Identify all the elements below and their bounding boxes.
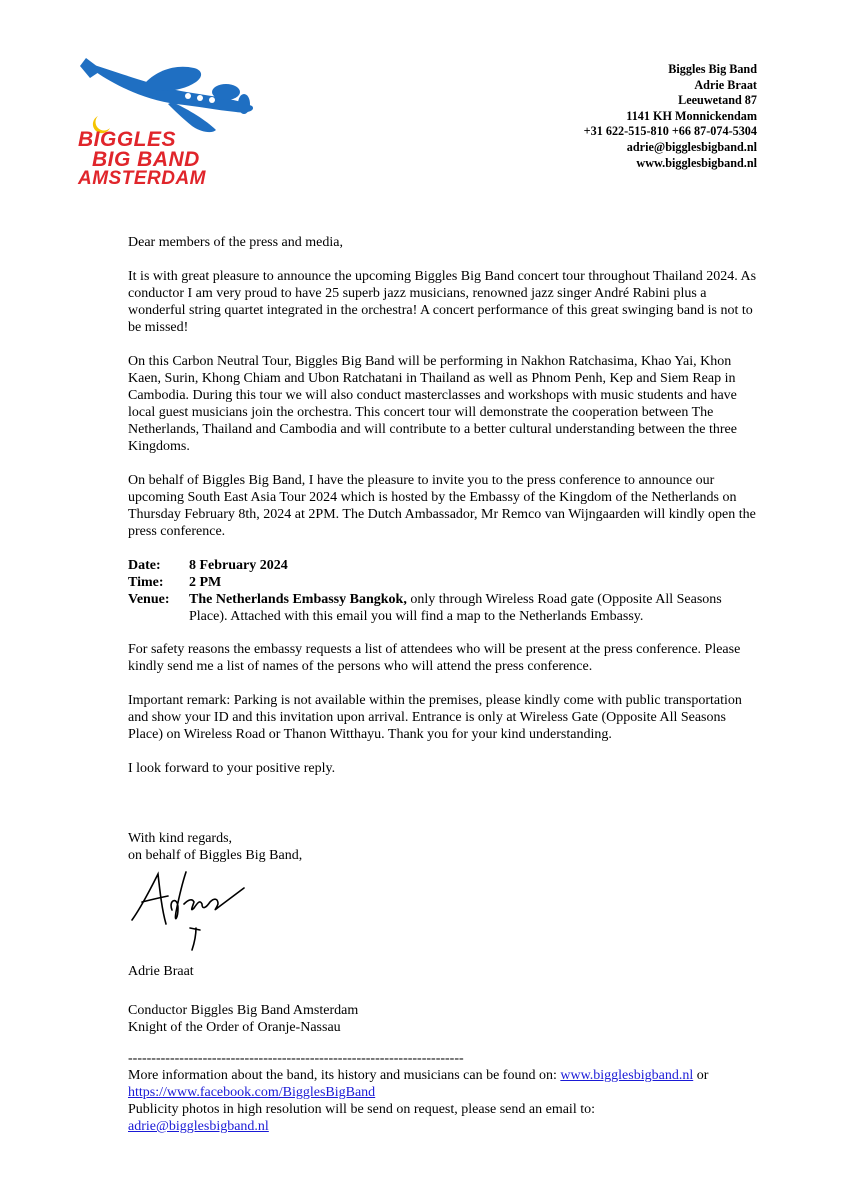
closing-on-behalf: on behalf of Biggles Big Band, bbox=[128, 848, 303, 863]
footer-info-text: More information about the band, its history and musicians can be found on: bbox=[128, 1068, 561, 1083]
time-value: 2 PM bbox=[189, 575, 222, 590]
footer-info-line bbox=[128, 1067, 768, 1084]
footer-divider: ------------------------------------------------------------------------ bbox=[128, 1051, 464, 1066]
logo-text-big-band: BIG BAND bbox=[92, 148, 200, 171]
footer bbox=[128, 1050, 768, 1135]
time-label: Time: bbox=[128, 575, 164, 590]
event-details bbox=[128, 557, 758, 625]
address-line: 1141 KH Monnickendam bbox=[626, 108, 757, 123]
address-line: Leeuwetand 87 bbox=[678, 93, 757, 108]
paragraph-announcement: It is with great pleasure to announce the upcoming Biggles Big Band concert tour throughout Thailand 2024. As conductor I am very proud to have 25 superb jazz musicians, renowned jazz singer André Rabini plus a wonderful string quartet integrated in the orchestra! A concert performance of this great swinging band is not to be missed! bbox=[128, 269, 757, 335]
venue-details: only through Wireless Road gate (Opposite All Seasons Place). Attached with this email you will find a map to the Netherlands Embassy. bbox=[189, 592, 722, 624]
website-link[interactable]: www.bigglesbigband.nl bbox=[560, 1068, 694, 1083]
footer-or-text: or bbox=[693, 1068, 709, 1083]
sender-address bbox=[584, 62, 757, 171]
address-website: www.bigglesbigband.nl bbox=[636, 155, 757, 170]
detail-row-venue bbox=[128, 591, 758, 625]
paragraph-invitation: On behalf of Biggles Big Band, I have the pleasure to invite you to the press conference to announce our upcoming South East Asia Tour 2024 which is hosted by the Embassy of the Kingdom of the Netherlands on Thursday February 8th, 2024 at 2PM. The Dutch Ambassador, Mr Remco van Wijngaarden will kindly open the press conference. bbox=[128, 473, 756, 539]
footer-photos-text: Publicity photos in high resolution will be send on request, please send an email to: bbox=[128, 1102, 595, 1117]
paragraph-reply: I look forward to your positive reply. bbox=[128, 761, 336, 776]
address-phone: +31 622-515-810 +66 87-074-5304 bbox=[583, 124, 757, 139]
address-line: Adrie Braat bbox=[694, 77, 757, 92]
biggles-big-band-logo bbox=[76, 56, 266, 188]
facebook-link[interactable]: https://www.facebook.com/BigglesBigBand bbox=[128, 1085, 376, 1100]
letter-body bbox=[128, 234, 758, 794]
airplane-icon bbox=[76, 56, 266, 136]
closing bbox=[128, 830, 302, 864]
salutation: Dear members of the press and media, bbox=[128, 235, 343, 250]
closing-regards: With kind regards, bbox=[128, 831, 233, 846]
email-link[interactable]: adrie@bigglesbigband.nl bbox=[128, 1119, 269, 1134]
logo-text-amsterdam: AMSTERDAM bbox=[78, 168, 206, 189]
detail-row-time bbox=[128, 574, 758, 591]
venue-label: Venue: bbox=[128, 592, 170, 607]
logo-text-biggles: BIGGLES bbox=[78, 128, 177, 151]
date-label: Date: bbox=[128, 558, 161, 573]
handwritten-signature bbox=[128, 862, 248, 952]
detail-row-date bbox=[128, 557, 758, 574]
venue-name: The Netherlands Embassy Bangkok, bbox=[189, 592, 407, 607]
address-line: Biggles Big Band bbox=[668, 62, 757, 76]
signer-title bbox=[128, 1002, 358, 1036]
signer-title-line: Knight of the Order of Oranje-Nassau bbox=[128, 1020, 341, 1035]
paragraph-safety: For safety reasons the embassy requests a list of attendees who will be present at the press conference. Please kindly send me a list of names of the persons who will attend the press conference. bbox=[128, 642, 741, 674]
paragraph-tour: On this Carbon Neutral Tour, Biggles Big Band will be performing in Nakhon Ratchasima, Khao Yai, Khon Kaen, Surin, Khong Chiam and Ubon Ratchatani in Thailand as well as Phnom Penh, Kep and Siem Reap in Cambodia. During this tour we will also conduct masterclasses and workshops with music students and have local guest musicians join the orchestra. This concert tour will demonstrate the cooperation between The Netherlands, Thailand and Cambodia and will contribute to a better cultural understanding between the three Kingdoms. bbox=[128, 354, 737, 454]
address-email: adrie@bigglesbigband.nl bbox=[626, 139, 757, 154]
date-value: 8 February 2024 bbox=[189, 558, 288, 573]
signer-name: Adrie Braat bbox=[128, 964, 194, 979]
signer-title-line: Conductor Biggles Big Band Amsterdam bbox=[128, 1003, 359, 1018]
paragraph-remark: Important remark: Parking is not available within the premises, please kindly come with public transportation and show your ID and this invitation upon arrival. Entrance is only at Wireless Gate (Opposite All Seasons Place) on Wireless Road or Thanon Witthayu. Thank you for your kind understanding. bbox=[128, 693, 742, 742]
